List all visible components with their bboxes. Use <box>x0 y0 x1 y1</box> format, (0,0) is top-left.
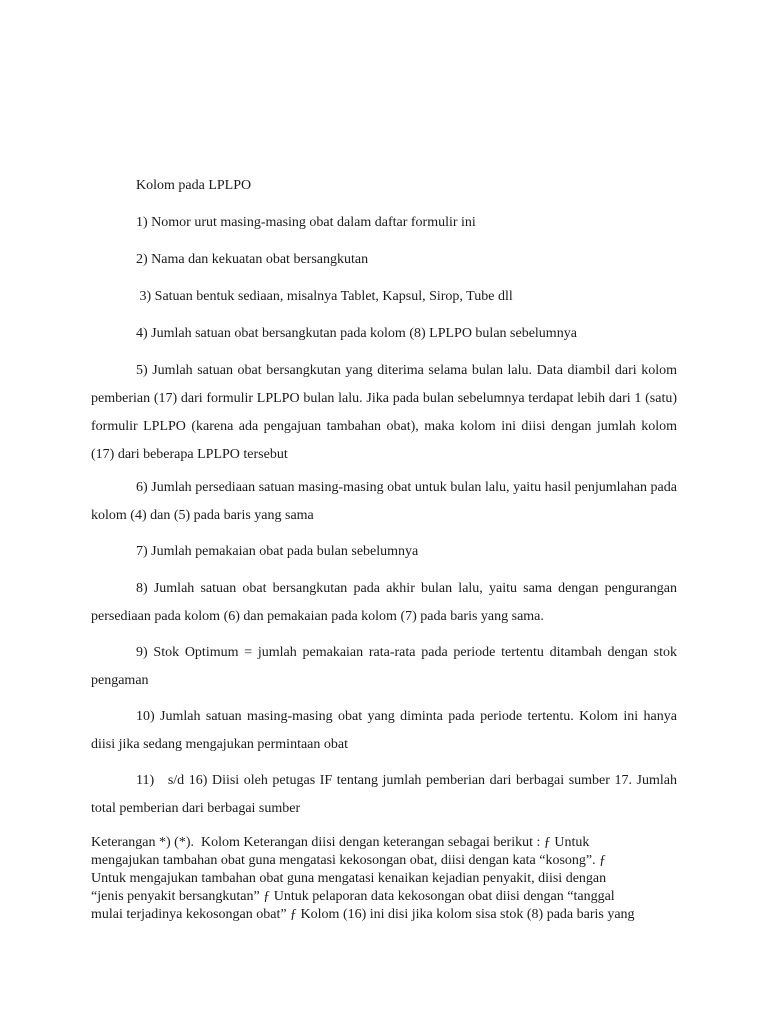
list-item: 6) Jumlah persediaan satuan masing-masing obat untuk bulan lalu, yaitu hasil penjumlahan pada kolom (4) dan (5) pada baris yang sama <box>91 480 677 523</box>
list-item: 5) Jumlah satuan obat bersangkutan yang diterima selama bulan lalu. Data diambil dari kolom pemberian (17) dari formulir LPLPO bulan lalu. Jika pada bulan sebelumnya terdapat lebih dari 1 (satu) formulir LPLPO (karena ada pengajuan tambahan obat), maka kolom ini diisi dengan jumlah kolom (17) dari beberapa LPLPO tersebut <box>91 363 677 462</box>
list-item: 11) s/d 16) Diisi oleh petugas IF tentang jumlah pemberian dari berbagai sumber 17. Jumlah total pemberian dari berbagai sumber <box>91 773 681 816</box>
list-item: 2) Nama dan kekuatan obat bersangkutan <box>136 252 369 267</box>
section-heading: Kolom pada LPLPO <box>136 178 252 193</box>
note-line: mulai terjadinya kekosongan obat” ƒ Kolom (16) ini disi jika kolom sisa stok (8) pada baris yang <box>91 907 635 922</box>
note-line: Untuk mengajukan tambahan obat guna mengatasi kenaikan kejadian penyakit, diisi dengan <box>91 871 607 886</box>
list-item: 3) Satuan bentuk sediaan, misalnya Tablet, Kapsul, Sirop, Tube dll <box>136 289 513 304</box>
list-item: 4) Jumlah satuan obat bersangkutan pada kolom (8) LPLPO bulan sebelumnya <box>136 326 577 341</box>
list-item: 7) Jumlah pemakaian obat pada bulan sebelumnya <box>136 544 419 559</box>
note-line: Keterangan *) (*). Kolom Keterangan diisi dengan keterangan sebagai berikut : ƒ Untuk <box>91 835 590 850</box>
list-item: 8) Jumlah satuan obat bersangkutan pada akhir bulan lalu, yaitu sama dengan pengurangan persediaan pada kolom (6) dan pemakaian pada kolom (7) pada baris yang sama. <box>91 581 677 624</box>
list-item: 1) Nomor urut masing-masing obat dalam daftar formulir ini <box>136 215 476 230</box>
note-line: mengajukan tambahan obat guna mengatasi kekosongan obat, diisi dengan kata “kosong”. ƒ <box>91 853 607 868</box>
list-item: 10) Jumlah satuan masing-masing obat yang diminta pada periode tertentu. Kolom ini hanya diisi jika sedang mengajukan permintaan obat <box>91 709 677 752</box>
note-line: “jenis penyakit bersangkutan” ƒ Untuk pelaporan data kekosongan obat diisi dengan “tanggal <box>91 889 615 904</box>
list-item: 9) Stok Optimum = jumlah pemakaian rata-rata pada periode tertentu ditambah dengan stok pengaman <box>91 645 677 688</box>
